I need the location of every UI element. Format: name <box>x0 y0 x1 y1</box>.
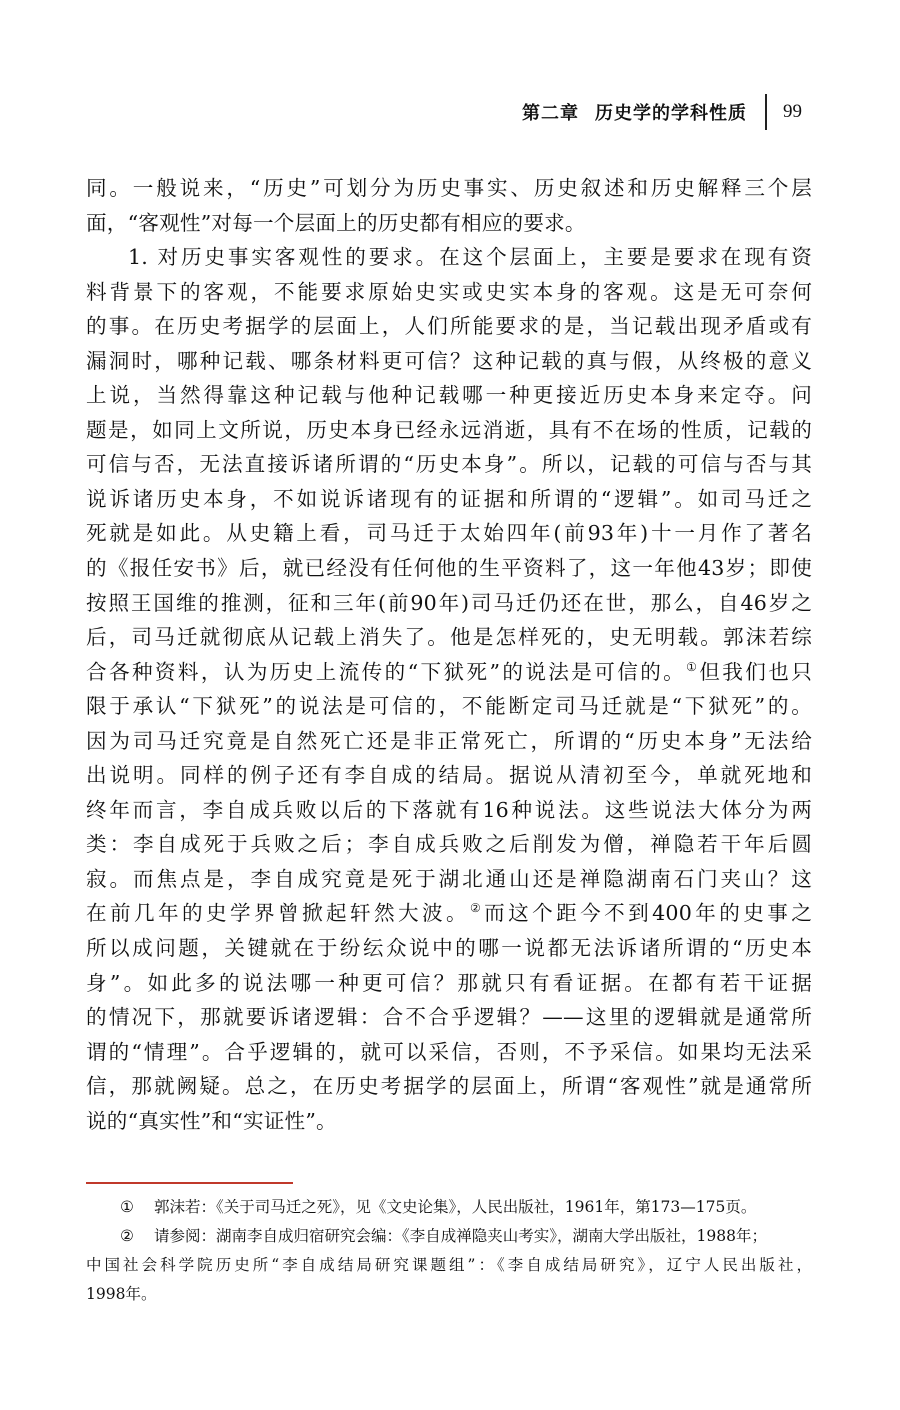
footnote-text: 请参阅：湖南李自成归宿研究会编：《李自成禅隐夹山考实》，湖南大学出版社，1988年； <box>154 1227 767 1245</box>
footnote-2 <box>86 1222 812 1251</box>
text-line: 同。一般说来，“历史”可划分为历史事实、历史叙述和历史解释三个层 <box>86 176 812 200</box>
text-line: 所以成问题，关键就在于纷纭众说中的哪一说都无法诉诸所谓的“历史本 <box>86 936 812 961</box>
text-line <box>86 655 812 690</box>
text-line: 漏洞时，哪种记载、哪条材料更可信？这种记载的真与假，从终极的意义 <box>86 348 812 373</box>
text-line: 的《报任安书》后，就已经没有任何他的生平资料了，这一年他43岁；即使 <box>86 556 812 581</box>
footnote-ref-2[interactable]: ② <box>469 901 485 916</box>
footnote-text: 郭沫若：《关于司马迁之死》，见《文史论集》，人民出版社，1961年，第173—175页。 <box>154 1198 757 1216</box>
footnote-1 <box>86 1193 812 1222</box>
text-line: 上说，当然得靠这种记载与他种记载哪一种更接近历史本身来定夺。问 <box>86 383 812 408</box>
text-line: 的情况下，那就要诉诸逻辑：合不合乎逻辑？——这里的逻辑就是通常所 <box>86 1005 812 1030</box>
text-line: 因为司马迁究竟是自然死亡还是非正常死亡，所谓的“历史本身”无法给 <box>86 728 812 753</box>
page-number: 99 <box>783 101 802 122</box>
running-header <box>522 92 802 132</box>
body-text <box>86 171 812 1138</box>
text-line: 终年而言，李自成兵败以后的下落就有16种说法。这些说法大体分为两 <box>86 797 812 822</box>
footnote-marker: ① <box>120 1198 134 1216</box>
footnote-2-continuation: 1998年。 <box>86 1285 157 1303</box>
text-segment: 而这个距今不到400年的史事之 <box>484 901 812 926</box>
footnotes <box>86 1193 812 1309</box>
footnote-2-continuation: 中国社会科学院历史所“李自成结局研究课题组”：《李自成结局研究》，辽宁人民出版社， <box>86 1256 812 1274</box>
text-line: 出说明。同样的例子还有李自成的结局。据说从清初至今，单就死地和 <box>86 763 812 788</box>
chapter-title <box>522 99 747 125</box>
footnote-marker: ② <box>120 1227 134 1245</box>
chapter-label: 第二章 <box>522 103 579 124</box>
text-segment: 合各种资料，认为历史上流传的“下狱死”的说法是可信的。 <box>86 659 687 684</box>
text-line: 谓的“情理”。合乎逻辑的，就可以采信，否则，不予采信。如果均无法采 <box>86 1039 812 1064</box>
text-line: 可信与否，无法直接诉诸所谓的“历史本身”。所以，记载的可信与否与其 <box>86 452 812 477</box>
text-line: 1. 对历史事实客观性的要求。在这个层面上，主要是要求在现有资 <box>128 245 812 270</box>
text-line: 面，“客观性”对每一个层面上的历史都有相应的要求。 <box>86 210 586 235</box>
text-line: 按照王国维的推测，征和三年(前90年)司马迁仍还在世，那么，自46岁之 <box>86 590 812 615</box>
text-line: 的事。在历史考据学的层面上，人们所能要求的是，当记载出现矛盾或有 <box>86 314 812 339</box>
text-line: 限于承认“下狱死”的说法是可信的，不能断定司马迁就是“下狱死”的。 <box>86 694 812 719</box>
footnote-rule <box>86 1182 293 1184</box>
text-line: 料背景下的客观，不能要求原始史实或史实本身的客观。这是无可奈何 <box>86 279 812 304</box>
text-segment: 但我们也只 <box>699 659 812 684</box>
text-line: 题是，如同上文所说，历史本身已经永远消逝，具有不在场的性质，记载的 <box>86 417 812 442</box>
text-segment: 在前几年的史学界曾掀起轩然大波。 <box>86 901 470 926</box>
text-line: 后，司马迁就彻底从记载上消失了。他是怎样死的，史无明载。郭沫若综 <box>86 625 812 650</box>
text-line: 死就是如此。从史籍上看，司马迁于太始四年(前93年)十一月作了著名 <box>86 521 812 546</box>
text-line <box>86 896 812 931</box>
text-line: 寂。而焦点是，李自成究竟是死于湖北通山还是禅隐湖南石门夹山？这 <box>86 866 812 891</box>
text-line: 身”。如此多的说法哪一种更可信？那就只有看证据。在都有若干证据 <box>86 970 812 995</box>
chapter-name: 历史学的学科性质 <box>595 103 747 124</box>
text-line: 说的“真实性”和“实证性”。 <box>86 1108 337 1133</box>
text-line: 类：李自成死于兵败之后；李自成兵败之后削发为僧，禅隐若干年后圆 <box>86 832 812 857</box>
text-line: 说诉诸历史本身，不如说诉诸现有的证据和所谓的“逻辑”。如司马迁之 <box>86 486 812 511</box>
text-line: 信，那就阙疑。总之，在历史考据学的层面上，所谓“客观性”就是通常所 <box>86 1074 812 1099</box>
header-divider <box>765 94 767 130</box>
footnote-ref-1[interactable]: ① <box>686 659 700 674</box>
